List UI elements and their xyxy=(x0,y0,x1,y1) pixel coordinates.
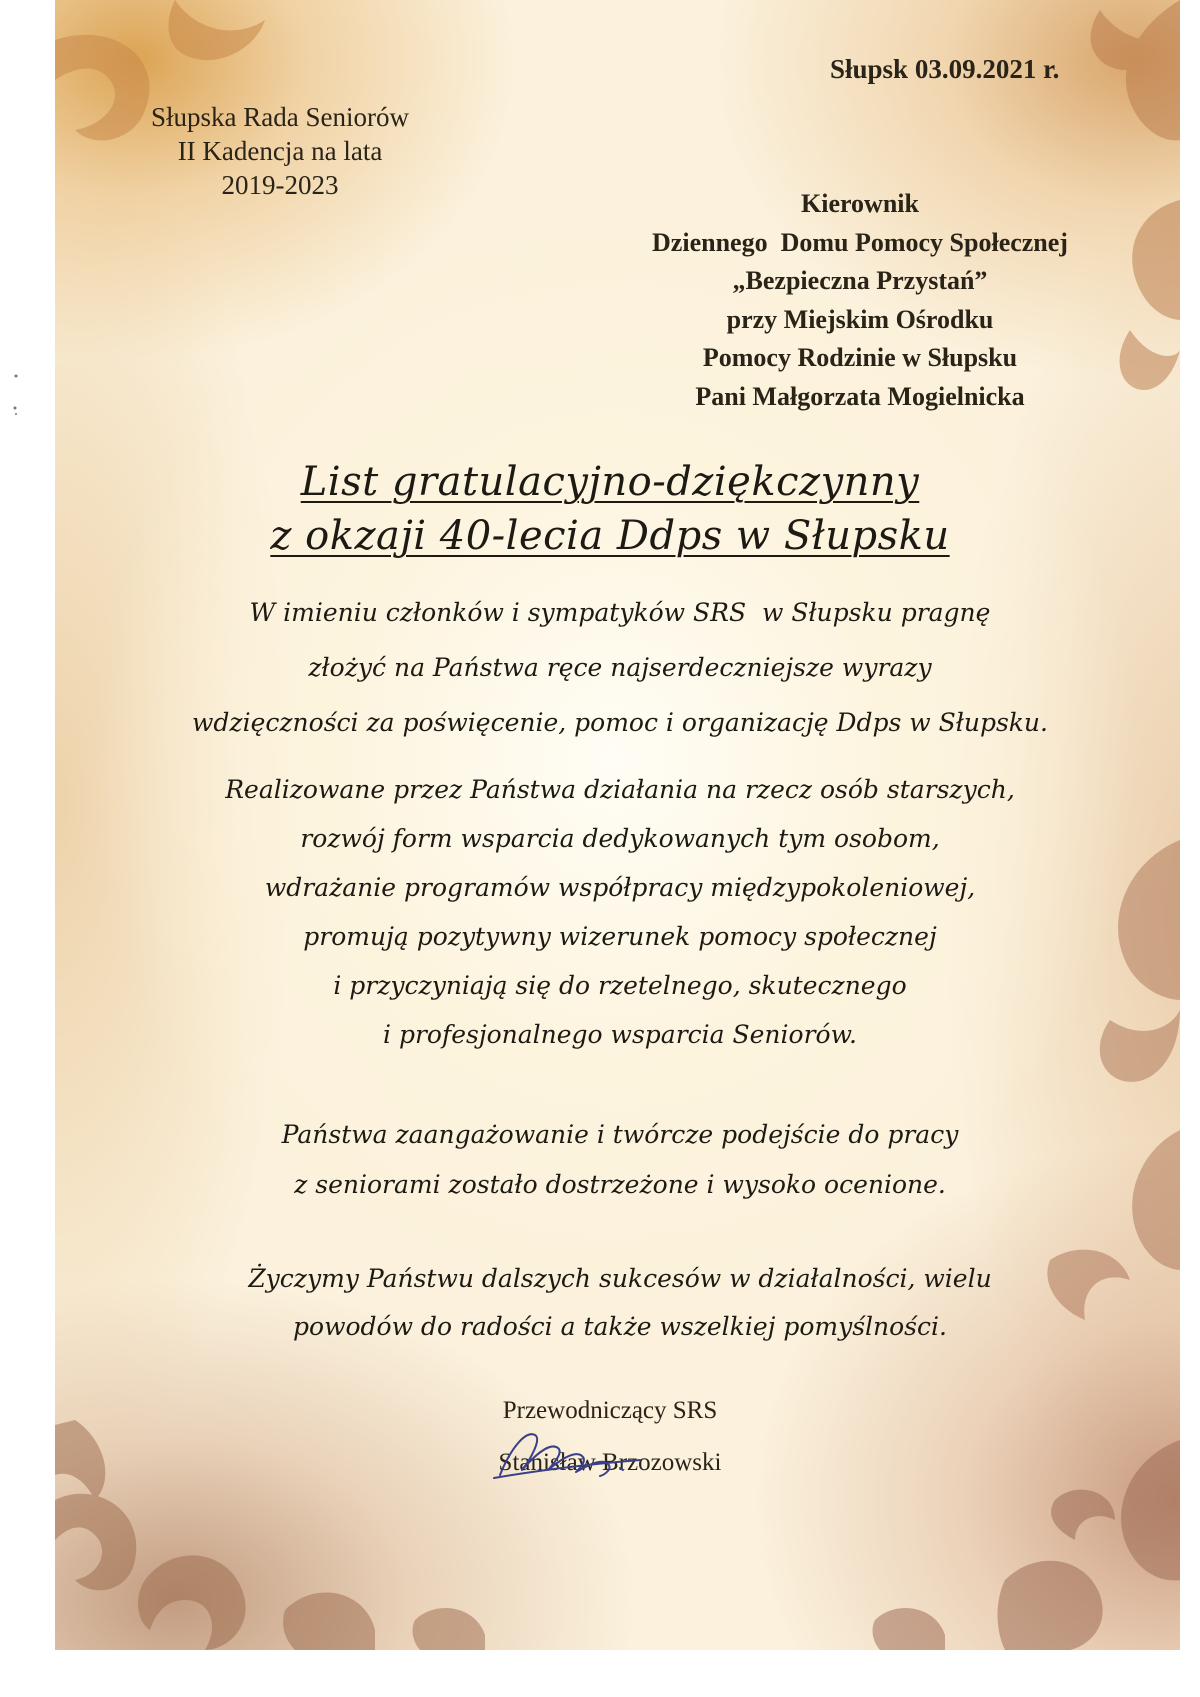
signature-block xyxy=(430,1385,790,1489)
body-line: wdrażanie programów współpracy międzypokoleniowej, xyxy=(264,873,976,902)
signatory-title: Przewodniczący SRS xyxy=(502,1397,718,1424)
body-line: Realizowane przez Państwa działania na rzecz osób starszych, xyxy=(225,775,1015,804)
sender-organization-line: Słupska Rada Seniorów xyxy=(151,102,409,132)
body-line: W imieniu członków i sympatyków SRS w Słupsku pragnę xyxy=(249,598,991,627)
body-line: promują pozytywny wizerunek pomocy społecznej xyxy=(303,922,937,951)
sender-term-line: II Kadencja na lata xyxy=(177,136,383,166)
recipient-line: Dziennego Domu Pomocy Społecznej xyxy=(652,227,1068,257)
recipient-line: „Bezpieczna Przystań” xyxy=(732,266,988,295)
scan-margin-marks xyxy=(10,370,22,430)
recipient-address-block xyxy=(590,185,1130,416)
body-line: wdzięczności za poświęcenie, pomoc i organizację Ddps w Słupsku. xyxy=(192,708,1048,737)
body-paragraph-1 xyxy=(180,585,1060,750)
recipient-line: Pomocy Rodzinie w Słupsku xyxy=(702,343,1018,372)
recipient-line: Kierownik xyxy=(801,189,919,218)
signatory-name: Stanisław Brzozowski xyxy=(498,1449,722,1476)
recipient-line: Pani Małgorzata Mogielnicka xyxy=(695,381,1025,411)
letter-title xyxy=(230,455,990,563)
body-paragraph-3 xyxy=(180,1110,1060,1210)
body-paragraph-2 xyxy=(180,765,1060,1059)
letter-date: Słupsk 03.09.2021 r. xyxy=(830,54,1060,84)
sender-years-line: 2019-2023 xyxy=(221,170,339,200)
body-line: i profesjonalnego wsparcia Seniorów. xyxy=(383,1020,857,1049)
letter-title-line: z okzaji 40-lecia Ddps w Słupsku xyxy=(270,513,950,559)
body-line: powodów do radości a także wszelkiej pomyślności. xyxy=(293,1312,947,1341)
body-line: z seniorami zostało dostrzeżone i wysoko ocenione. xyxy=(294,1170,946,1199)
body-line: rozwój form wsparcia dedykowanych tym osobom, xyxy=(300,824,940,853)
bottom-right-floral-ornament xyxy=(755,1380,1180,1650)
body-line: i przyczyniają się do rzetelnego, skutecznego xyxy=(333,971,907,1000)
body-line: Państwa zaangażowanie i twórcze podejście do pracy xyxy=(281,1120,959,1149)
recipient-line: przy Miejskim Ośrodku xyxy=(726,304,994,334)
body-paragraph-4 xyxy=(180,1255,1060,1351)
body-line: złożyć na Państwa ręce najserdeczniejsze wyrazy xyxy=(308,653,932,682)
body-line: Życzymy Państwu dalszych sukcesów w działalności, wielu xyxy=(248,1264,992,1293)
sender-organization-block xyxy=(130,100,430,202)
letter-title-line: List gratulacyjno-dziękczynny xyxy=(300,459,920,505)
